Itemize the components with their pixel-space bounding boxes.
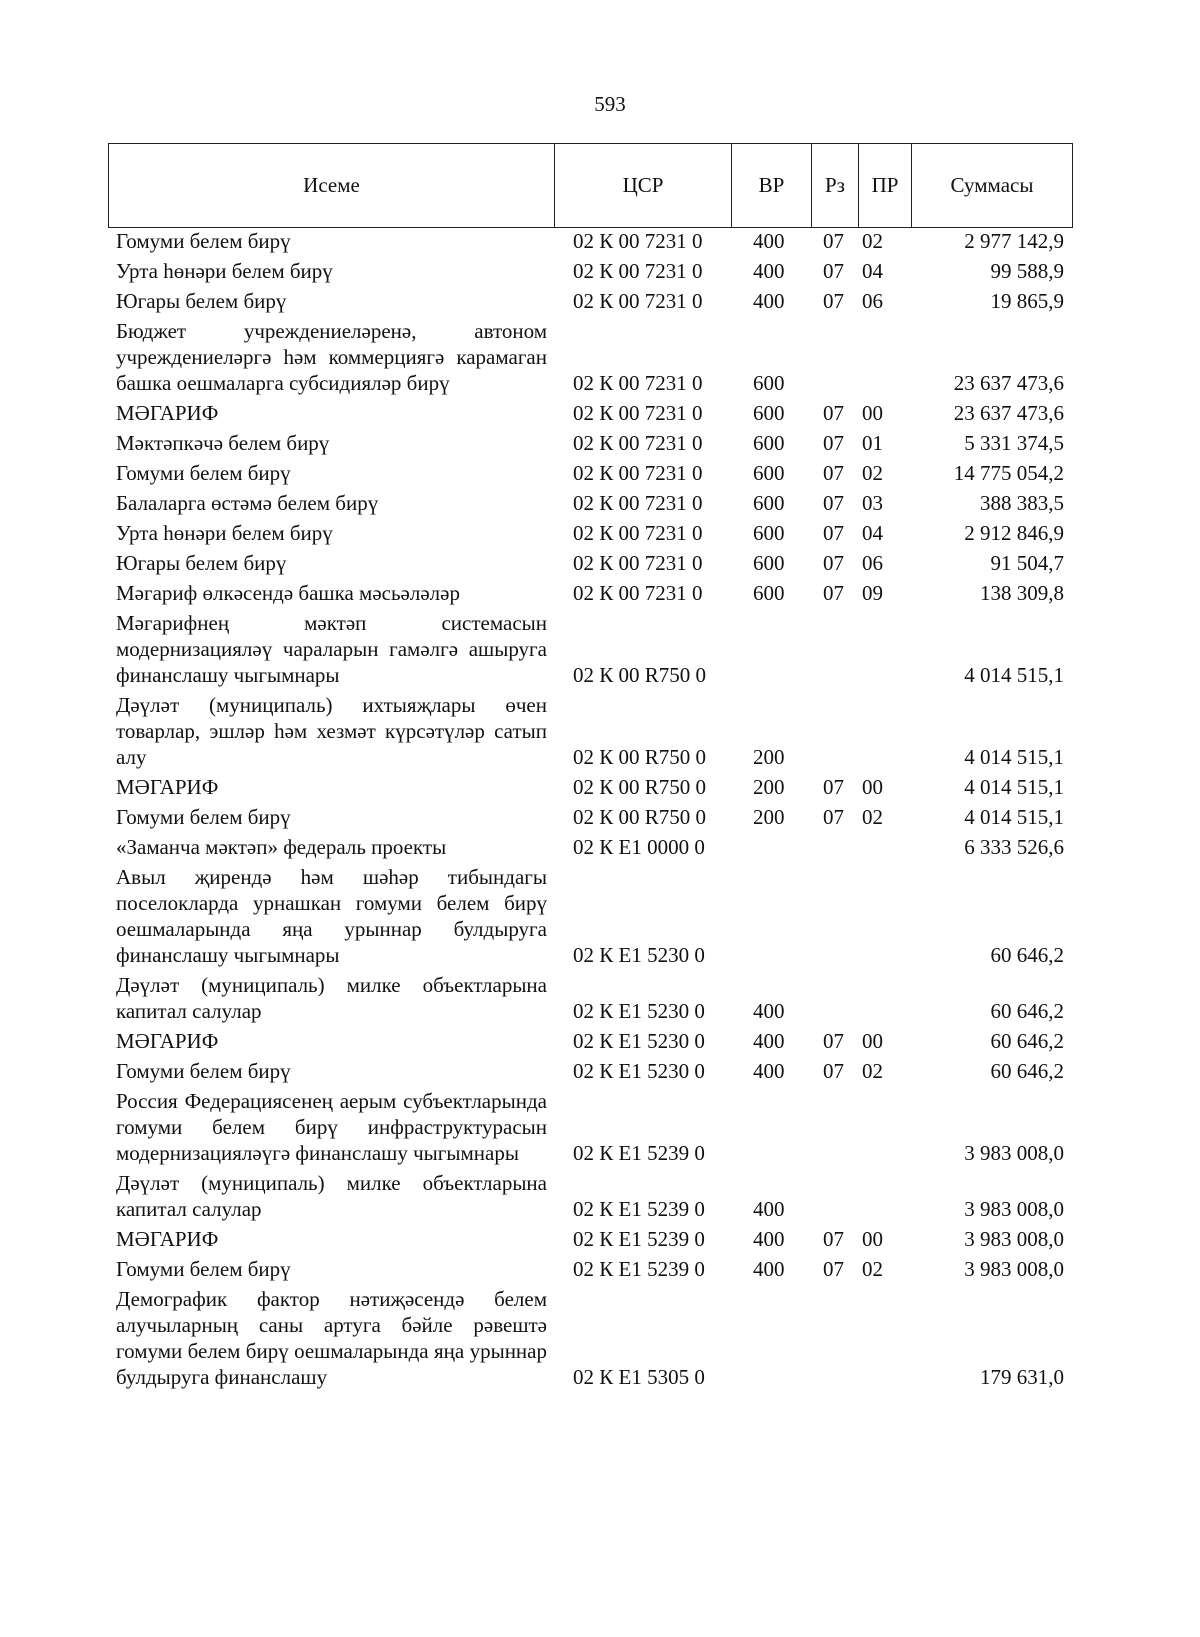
row-sum: 19 865,9	[990, 289, 1064, 313]
row-sum: 3 983 008,0	[964, 1141, 1064, 1165]
row-pr: 04	[862, 521, 883, 545]
row-csr: 02 К Е1 5305 0	[573, 1365, 705, 1389]
row-pr: 02	[862, 461, 883, 485]
row-name: Гомуми белем бирү	[116, 1059, 291, 1083]
row-sum: 6 333 526,6	[964, 835, 1064, 859]
row-rz: 07	[823, 521, 844, 545]
row-name: «Заманча мәктәп» федераль проекты	[116, 835, 447, 859]
table-row	[0, 1256, 1200, 1282]
row-csr: 02 К Е1 5230 0	[573, 1059, 705, 1083]
table-row	[0, 490, 1200, 516]
row-csr: 02 К Е1 5239 0	[573, 1197, 705, 1221]
row-name: Гомуми белем бирү	[116, 461, 291, 485]
row-csr: 02 К 00 R750 0	[573, 805, 707, 829]
row-name: Югары белем бирү	[116, 551, 287, 575]
row-sum: 5 331 374,5	[964, 431, 1064, 455]
row-name: МӘГАРИФ	[116, 775, 219, 799]
row-pr: 00	[862, 401, 883, 425]
row-vr: 400	[753, 1227, 785, 1251]
row-csr: 02 К 00 7231 0	[573, 259, 703, 283]
row-rz: 07	[823, 461, 844, 485]
row-csr: 02 К 00 7231 0	[573, 581, 703, 605]
row-pr: 06	[862, 289, 883, 313]
row-name: Россия Федерациясенең аерым субъектларында гомуми белем бирү инфраструктурасын модернизацияләүгә финанслашу чыгымнары	[116, 1089, 547, 1165]
row-vr: 600	[753, 431, 785, 455]
row-rz: 07	[823, 401, 844, 425]
table-row	[0, 692, 1200, 770]
table-row	[0, 1226, 1200, 1252]
row-sum: 60 646,2	[990, 999, 1064, 1023]
row-sum: 4 014 515,1	[964, 663, 1064, 687]
table-row	[0, 834, 1200, 860]
row-vr: 600	[753, 401, 785, 425]
row-pr: 00	[862, 1029, 883, 1053]
row-vr: 400	[753, 999, 785, 1023]
row-sum: 2 912 846,9	[964, 521, 1064, 545]
row-name: Демографик фактор нәтиҗәсендә белем алучыларның саны артуга бәйле рәвештә гомуми белем бирү оешмаларында яңа урыннар булдыруга финанслашу	[116, 1287, 547, 1389]
row-pr: 04	[862, 259, 883, 283]
row-vr: 400	[753, 1029, 785, 1053]
row-csr: 02 К 00 7231 0	[573, 401, 703, 425]
row-name: Гомуми белем бирү	[116, 229, 291, 253]
row-sum: 3 983 008,0	[964, 1227, 1064, 1251]
row-rz: 07	[823, 289, 844, 313]
row-vr: 400	[753, 1197, 785, 1221]
row-csr: 02 К 00 7231 0	[573, 229, 703, 253]
row-vr: 400	[753, 289, 785, 313]
table-row	[0, 580, 1200, 606]
row-csr: 02 К 00 7231 0	[573, 491, 703, 515]
table-row	[0, 228, 1200, 254]
table-row	[0, 288, 1200, 314]
row-name: Урта һөнәри белем бирү	[116, 521, 333, 545]
row-sum: 3 983 008,0	[964, 1197, 1064, 1221]
table-row	[0, 258, 1200, 284]
row-csr: 02 К 00 7231 0	[573, 289, 703, 313]
table-row	[0, 1286, 1200, 1390]
table-row	[0, 520, 1200, 546]
header-name: Исеме	[109, 144, 555, 228]
table-row	[0, 460, 1200, 486]
row-rz: 07	[823, 805, 844, 829]
header-sum: Суммасы	[912, 144, 1073, 228]
row-name: Дәүләт (муниципаль) милке объектларына капитал салулар	[116, 973, 547, 1023]
row-pr: 03	[862, 491, 883, 515]
row-vr: 600	[753, 461, 785, 485]
row-sum: 4 014 515,1	[964, 805, 1064, 829]
row-pr: 02	[862, 805, 883, 829]
row-pr: 02	[862, 1059, 883, 1083]
row-rz: 07	[823, 259, 844, 283]
row-sum: 23 637 473,6	[953, 401, 1064, 425]
row-pr: 02	[862, 1257, 883, 1281]
row-sum: 2 977 142,9	[964, 229, 1064, 253]
row-sum: 14 775 054,2	[953, 461, 1064, 485]
table-header	[108, 143, 1073, 228]
row-rz: 07	[823, 1059, 844, 1083]
row-csr: 02 К Е1 5239 0	[573, 1227, 705, 1251]
row-csr: 02 К 00 R750 0	[573, 775, 707, 799]
row-rz: 07	[823, 491, 844, 515]
row-csr: 02 К 00 7231 0	[573, 461, 703, 485]
table-row	[0, 430, 1200, 456]
row-csr: 02 К 00 7231 0	[573, 431, 703, 455]
table-row	[0, 610, 1200, 688]
row-vr: 400	[753, 259, 785, 283]
row-name: Дәүләт (муниципаль) ихтыяҗлары өчен товарлар, эшләр һәм хезмәт күрсәтүләр сатып алу	[116, 693, 547, 769]
row-csr: 02 К 00 R750 0	[573, 745, 707, 769]
row-vr: 600	[753, 551, 785, 575]
row-sum: 4 014 515,1	[964, 745, 1064, 769]
row-csr: 02 К Е1 5230 0	[573, 1029, 705, 1053]
table-row	[0, 864, 1200, 968]
row-rz: 07	[823, 431, 844, 455]
row-pr: 06	[862, 551, 883, 575]
row-csr: 02 К Е1 5239 0	[573, 1257, 705, 1281]
row-csr: 02 К Е1 0000 0	[573, 835, 705, 859]
table-row	[0, 774, 1200, 800]
row-name: Мәгарифнең мәктәп системасын модернизацияләү чараларын гамәлгә ашыруга финанслашу чыгымнары	[116, 611, 547, 687]
row-name: Югары белем бирү	[116, 289, 287, 313]
row-vr: 600	[753, 581, 785, 605]
row-sum: 3 983 008,0	[964, 1257, 1064, 1281]
table-body	[0, 228, 1200, 1394]
row-rz: 07	[823, 775, 844, 799]
row-name: Авыл җирендә һәм шәһәр тибындагы поселокларда урнашкан гомуми белем бирү оешмаларында яңа урыннар булдыруга финанслашу чыгымнары	[116, 865, 547, 967]
row-vr: 200	[753, 745, 785, 769]
row-sum: 179 631,0	[980, 1365, 1064, 1389]
row-sum: 60 646,2	[990, 943, 1064, 967]
row-vr: 600	[753, 491, 785, 515]
row-name: Бюджет учреждениеләренә, автоном учреждениеләргә һәм коммерциягә карамаган башка оешмаларга субсидияләр бирү	[116, 319, 547, 395]
row-vr: 400	[753, 1257, 785, 1281]
row-name: Мәктәпкәчә белем бирү	[116, 431, 330, 455]
header-csr: ЦСР	[555, 144, 732, 228]
row-vr: 600	[753, 521, 785, 545]
row-vr: 400	[753, 229, 785, 253]
table-row	[0, 318, 1200, 396]
table-row	[0, 550, 1200, 576]
row-name: МӘГАРИФ	[116, 1227, 219, 1251]
row-name: Дәүләт (муниципаль) милке объектларына капитал салулар	[116, 1171, 547, 1221]
table-row	[0, 1088, 1200, 1166]
row-pr: 01	[862, 431, 883, 455]
row-pr: 02	[862, 229, 883, 253]
row-csr: 02 К 00 7231 0	[573, 551, 703, 575]
row-csr: 02 К 00 7231 0	[573, 371, 703, 395]
row-name: Гомуми белем бирү	[116, 805, 291, 829]
row-rz: 07	[823, 581, 844, 605]
row-rz: 07	[823, 1029, 844, 1053]
table-row	[0, 1028, 1200, 1054]
table-row	[0, 400, 1200, 426]
row-rz: 07	[823, 229, 844, 253]
row-sum: 60 646,2	[990, 1059, 1064, 1083]
row-rz: 07	[823, 551, 844, 575]
row-vr: 600	[753, 371, 785, 395]
row-sum: 138 309,8	[980, 581, 1064, 605]
row-csr: 02 К Е1 5230 0	[573, 999, 705, 1023]
table-row	[0, 804, 1200, 830]
row-sum: 4 014 515,1	[964, 775, 1064, 799]
row-name: МӘГАРИФ	[116, 401, 219, 425]
row-csr: 02 К Е1 5239 0	[573, 1141, 705, 1165]
row-sum: 91 504,7	[990, 551, 1064, 575]
table-row	[0, 1170, 1200, 1222]
row-sum: 60 646,2	[990, 1029, 1064, 1053]
row-csr: 02 К Е1 5230 0	[573, 943, 705, 967]
row-vr: 200	[753, 775, 785, 799]
row-pr: 00	[862, 775, 883, 799]
header-vr: ВР	[732, 144, 812, 228]
row-name: Балаларга өстәмә белем бирү	[116, 491, 379, 515]
row-rz: 07	[823, 1257, 844, 1281]
table-row	[0, 1058, 1200, 1084]
page-number: 593	[594, 92, 626, 116]
header-rz: Рз	[812, 144, 859, 228]
row-name: МӘГАРИФ	[116, 1029, 219, 1053]
row-name: Гомуми белем бирү	[116, 1257, 291, 1281]
row-vr: 400	[753, 1059, 785, 1083]
row-sum: 23 637 473,6	[953, 371, 1064, 395]
row-sum: 388 383,5	[980, 491, 1064, 515]
row-pr: 09	[862, 581, 883, 605]
row-sum: 99 588,9	[990, 259, 1064, 283]
row-csr: 02 К 00 7231 0	[573, 521, 703, 545]
header-pr: ПР	[859, 144, 912, 228]
table-row	[0, 972, 1200, 1024]
row-csr: 02 К 00 R750 0	[573, 663, 707, 687]
row-vr: 200	[753, 805, 785, 829]
row-rz: 07	[823, 1227, 844, 1251]
row-pr: 00	[862, 1227, 883, 1251]
row-name: Мәгариф өлкәсендә башка мәсьәләләр	[116, 581, 460, 605]
row-name: Урта һөнәри белем бирү	[116, 259, 333, 283]
